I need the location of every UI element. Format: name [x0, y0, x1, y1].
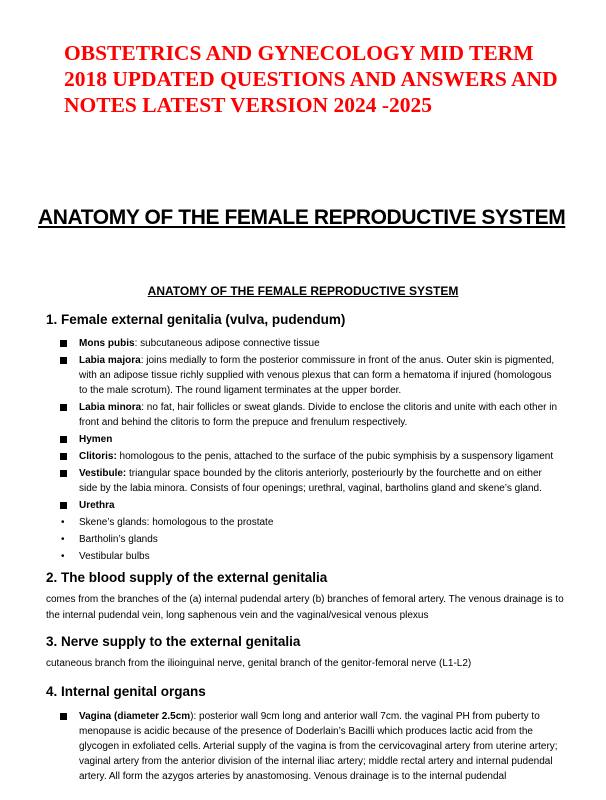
list-item: Mons pubis: subcutaneous adipose connective tissue [60, 336, 560, 351]
heading-nerve-supply: 3. Nerve supply to the external genitalia [46, 634, 301, 649]
section-heading: ANATOMY OF THE FEMALE REPRODUCTIVE SYSTEM [38, 206, 566, 229]
list-item: Urethra [60, 498, 560, 513]
list-item: Labia minora: no fat, hair follicles or sweat glands. Divide to enclose the clitoris and unite with each other in front and behind the clitoris to form the prepuce and frenulum respectively. [60, 400, 560, 430]
heading-internal-organs: 4. Internal genital organs [46, 684, 206, 699]
heading-blood-supply: 2. The blood supply of the external genitalia [46, 570, 328, 585]
list-item: • Bartholin’s glands [60, 532, 560, 547]
list-item: Vestibule: triangular space bounded by the clitoris anteriorly, posteriourly by the fourchette and on either side by the labia minora. Consists of four openings; urethral, vaginal, bartholins gland and skene’s gland. [60, 466, 560, 496]
blood-supply-text: comes from the branches of the (a) internal pudendal artery (b) branches of femoral artery. The venous drainage is to the internal pudendal vein, long saphenous vein and the vaginal/vesical venous plexus [46, 594, 564, 621]
external-genitalia-list [60, 336, 560, 566]
nerve-supply-text: cutaneous branch from the ilioinguinal nerve, genital branch of the genitor-femoral nerve (L1-L2) [46, 658, 472, 669]
list-item: Hymen [60, 432, 560, 447]
list-item: • Skene’s glands: homologous to the prostate [60, 515, 560, 530]
list-item: Clitoris: homologous to the penis, attached to the surface of the pubic symphisis by a suspensory ligament [60, 449, 560, 464]
sub-title: ANATOMY OF THE FEMALE REPRODUCTIVE SYSTEM [147, 284, 459, 298]
list-item: Vagina (diameter 2.5cm): posterior wall 9cm long and anterior wall 7cm. the vaginal PH from puberty to menopause is acidic because of the presence of Doderlain’s Bacilli which produces lactic acid from the glycogen in exfoliated cells. Arterial supply of the vagina is from the cervicovaginal artery from uterine artery; vaginal artery from the anterior division of the internal iliac artery; middle rectal artery and internal pudendal artery. All form the azygos arteries by anastomosing. Venous drainage is to the internal pudendal [60, 709, 560, 784]
document-title: OBSTETRICS AND GYNECOLOGY MID TERM 2018 UPDATED QUESTIONS AND ANSWERS AND NOTES LATEST VERSION 2024 -2025 [64, 41, 558, 117]
list-item: • Vestibular bulbs [60, 549, 560, 564]
list-item: Labia majora: joins medially to form the posterior commissure in front of the anus. Outer skin is pigmented, with an adipose tissue richly supplied with venous plexus that can form a hematoma if injured (homologous to the male scrotum). The round ligament terminates at the upper border. [60, 353, 560, 398]
internal-organs-list [60, 709, 560, 786]
heading-external-genitalia: 1. Female external genitalia (vulva, pudendum) [46, 312, 346, 327]
